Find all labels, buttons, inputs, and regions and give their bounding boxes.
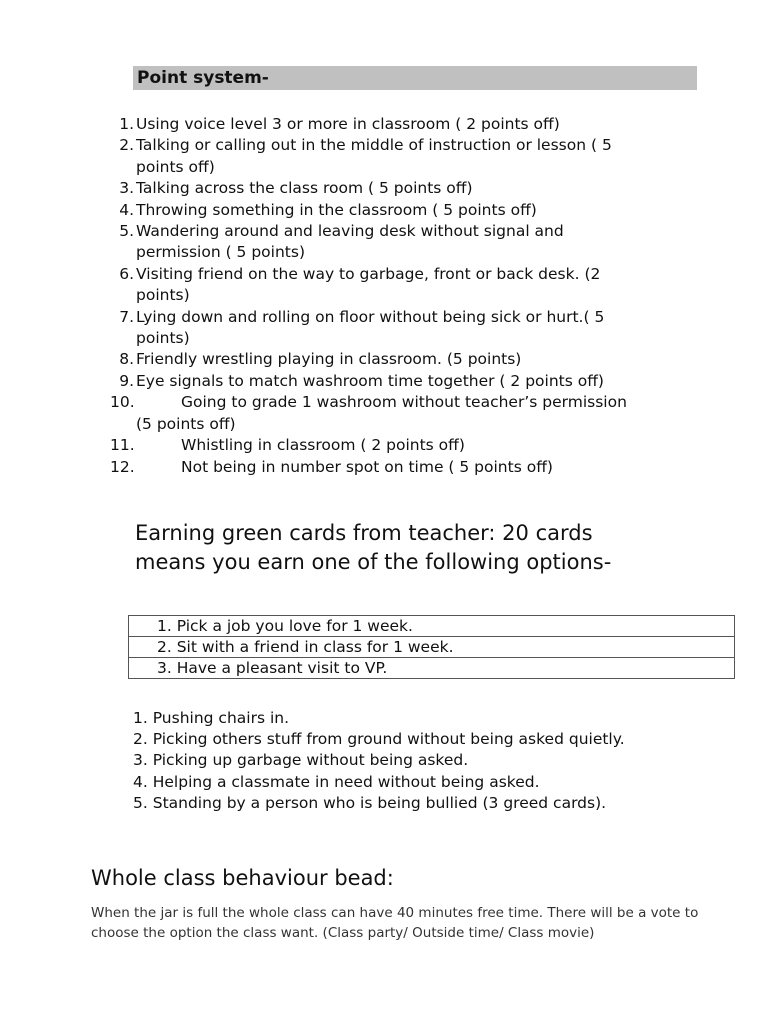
reward-option-cell: 2. Sit with a friend in class for 1 week.	[129, 637, 735, 658]
point-system-title: Point system-	[137, 68, 269, 88]
rule-item	[105, 221, 705, 264]
item-text: Helping a classmate in need without being asked.	[152, 772, 540, 791]
rule-item	[105, 264, 705, 307]
rule-text: Lying down and rolling on floor without being sick or hurt.( 5	[136, 307, 605, 326]
rule-text: Throwing something in the classroom ( 5 points off)	[136, 200, 537, 219]
rule-text: Talking or calling out in the middle of instruction or lesson ( 5	[136, 136, 612, 155]
table-row	[129, 616, 735, 637]
rule-text-continued: points)	[136, 286, 190, 305]
rule-item	[105, 435, 705, 456]
rule-text: Eye signals to match washroom time together ( 2 points off)	[136, 371, 604, 390]
rule-item	[105, 178, 705, 199]
green-cards-intro	[135, 519, 715, 577]
rule-text: Not being in number spot on time ( 5 points off)	[181, 457, 553, 476]
rule-number: 11.	[110, 436, 135, 455]
rule-item	[105, 349, 705, 370]
rule-item	[105, 371, 705, 392]
rule-number: 9.	[119, 371, 134, 390]
list-item	[133, 772, 733, 793]
rule-text-continued: points)	[136, 329, 190, 348]
rule-number: 2.	[119, 136, 134, 155]
item-number: 2.	[133, 730, 148, 749]
rule-item	[105, 307, 705, 350]
item-text: Pushing chairs in.	[152, 709, 290, 727]
whole-class-description: When the jar is full the whole class can have 40 minutes free time. There will be a vote to choose the option the class want. (Class party/ Outside time/ Class movie)	[91, 905, 699, 941]
item-number: 1.	[133, 709, 148, 727]
reward-options-table	[128, 615, 735, 679]
rule-number: 8.	[119, 350, 134, 369]
list-item	[133, 729, 733, 750]
green-cards-intro-line: means you earn one of the following options-	[135, 550, 612, 574]
rule-text: Using voice level 3 or more in classroom ( 2 points off)	[136, 115, 560, 133]
rule-item	[105, 392, 705, 435]
table-row	[129, 637, 735, 658]
list-item	[133, 750, 733, 771]
list-item	[133, 793, 733, 814]
rule-number: 1.	[119, 115, 134, 133]
reward-option-cell: 3. Have a pleasant visit to VP.	[129, 658, 735, 679]
rule-text: Visiting friend on the way to garbage, front or back desk. (2	[136, 264, 601, 283]
rule-number: 10.	[110, 393, 135, 412]
item-text: Standing by a person who is being bullied (3 greed cards).	[152, 793, 607, 812]
item-number: 3.	[133, 751, 148, 770]
rule-text: Whistling in classroom ( 2 points off)	[181, 436, 465, 455]
rule-number: 7.	[119, 307, 134, 326]
rule-text: Going to grade 1 washroom without teacher’s permission	[181, 393, 627, 412]
green-cards-intro-line: Earning green cards from teacher: 20 cards	[135, 521, 593, 545]
rule-item	[105, 457, 705, 478]
rule-item	[105, 200, 705, 221]
rule-number: 12.	[110, 457, 135, 476]
rule-text-continued: (5 points off)	[136, 414, 236, 433]
item-number: 5.	[133, 793, 148, 812]
rule-number: 4.	[119, 200, 134, 219]
rule-number: 5.	[119, 222, 134, 241]
table-row	[129, 658, 735, 679]
rule-text: Friendly wrestling playing in classroom. (5 points)	[136, 350, 522, 369]
item-text: Picking up garbage without being asked.	[152, 751, 469, 770]
rule-text-continued: permission ( 5 points)	[136, 243, 305, 262]
rule-text: Wandering around and leaving desk without signal and	[136, 222, 564, 241]
rule-text: Talking across the class room ( 5 points off)	[136, 179, 473, 198]
earn-green-cards-list	[133, 708, 733, 814]
rule-number: 6.	[119, 264, 134, 283]
rule-item	[105, 135, 705, 178]
reward-option-cell: 1. Pick a job you love for 1 week.	[129, 616, 735, 637]
whole-class-title: Whole class behaviour bead:	[91, 866, 394, 890]
rule-number: 3.	[119, 179, 134, 198]
rule-text-continued: points off)	[136, 157, 215, 176]
rule-item	[105, 114, 705, 135]
list-item	[133, 708, 733, 729]
point-system-rules-list	[105, 114, 705, 478]
item-number: 4.	[133, 772, 148, 791]
point-system-heading-bar	[133, 66, 697, 90]
item-text: Picking others stuff from ground without being asked quietly.	[152, 730, 625, 749]
